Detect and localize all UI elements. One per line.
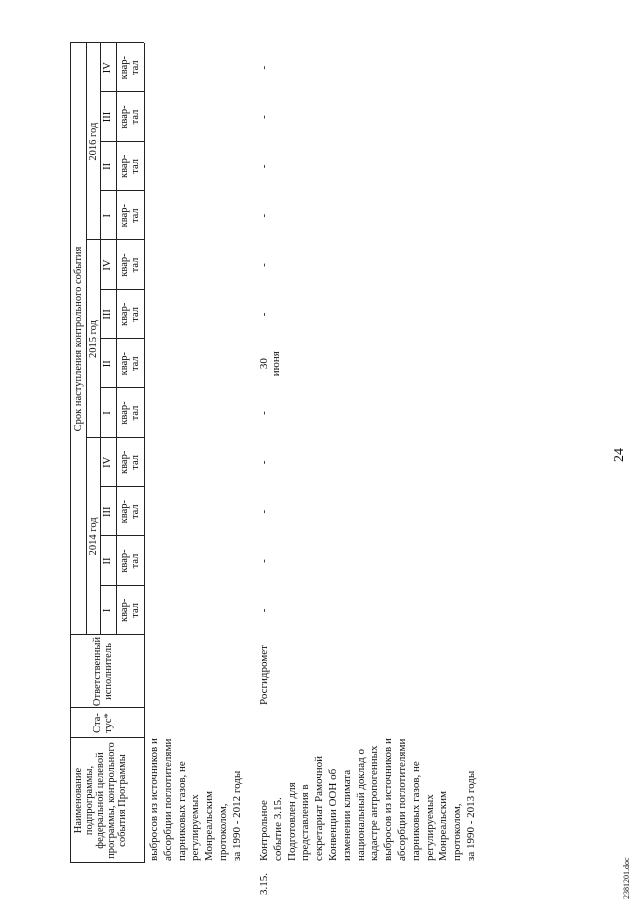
page-number: 24 <box>612 448 627 462</box>
row-executor: Росгидромет <box>258 645 270 705</box>
header-name <box>73 738 128 863</box>
header-quarter-numeral: IV <box>102 259 113 271</box>
header-quarter-word-line: квар- <box>119 598 130 622</box>
row-cell-date-line: 30 <box>258 358 270 370</box>
row-name-line: кадастре антропогенных <box>368 745 381 861</box>
header-quarter-numeral: III <box>102 309 113 320</box>
header-quarter-word-line: тал <box>130 602 141 618</box>
header-quarter-word <box>119 290 141 339</box>
table-rule <box>116 43 117 635</box>
header-quarter-word <box>119 586 141 635</box>
header-year: 2015 год <box>88 320 99 358</box>
row-name-line: абсорбции поглотителями <box>161 738 174 861</box>
header-name-line: подпрограммы, <box>84 765 95 836</box>
header-quarter-word-line: квар- <box>119 56 130 80</box>
header-quarter-word <box>119 339 141 388</box>
header-name-line: события Программы <box>117 754 128 847</box>
header-quarter-word-line: квар- <box>119 253 130 277</box>
header-quarter-numeral: IV <box>102 456 113 468</box>
header-quarter-word-line: тал <box>130 306 141 322</box>
row-name-line: парниковых газов, не <box>409 761 422 861</box>
header-quarter-numeral: III <box>102 111 113 123</box>
row-cell: - <box>258 411 270 415</box>
header-executor-line: исполнитель <box>103 643 114 700</box>
row-cell: - <box>258 65 270 70</box>
header-quarter-word <box>119 191 141 240</box>
row-cell: - <box>258 263 270 267</box>
header-status-line: Ста- <box>92 713 103 733</box>
header-status-line: тус* <box>103 713 114 733</box>
header-quarter-word-line: квар- <box>119 105 130 129</box>
header-deadline: Срок наступления контрольного события <box>73 246 84 432</box>
table-rule <box>86 43 87 635</box>
header-quarter-numeral: II <box>102 557 113 565</box>
header-quarter-word-line: тал <box>130 454 141 470</box>
row-number: 3.15. <box>258 873 270 895</box>
row-cell: - <box>258 559 270 563</box>
header-quarter-word <box>119 240 141 289</box>
row-name-line: парниковых газов, не <box>175 761 188 861</box>
header-quarter-numeral: I <box>102 411 113 415</box>
header-quarter-word-line: квар- <box>119 154 130 178</box>
table-rule <box>144 43 145 863</box>
row-cell: - <box>258 312 270 317</box>
document-code: 2381201.doc <box>622 857 631 899</box>
row-name-line: выбросов из источников и <box>148 738 160 861</box>
row-cell: - <box>258 608 270 613</box>
row-cell-date <box>258 339 282 389</box>
row-name-line: представления в <box>299 784 312 861</box>
header-quarter-numeral: I <box>102 608 113 613</box>
header-name-line: Наименование <box>73 767 84 834</box>
table-rule <box>70 43 71 863</box>
row-name-line: за 1990 - 2013 годы <box>464 770 477 861</box>
row-name-line: за 1990 - 2012 годы <box>230 770 243 861</box>
header-quarter-word <box>119 43 141 92</box>
header-quarter-word-line: квар- <box>119 549 130 573</box>
row-name-line: событие 3.15. <box>271 797 284 861</box>
header-quarter-word <box>119 536 141 585</box>
row-name-line: регулируемых <box>423 794 436 861</box>
row-cell: - <box>258 115 270 119</box>
row-name-line: регулируемых <box>189 794 202 861</box>
row-name-line: Конвенции ООН об <box>326 768 339 861</box>
row-name <box>258 706 479 861</box>
row-name-line: Подготовлен для <box>285 782 298 861</box>
header-quarter-word-line: квар- <box>119 302 130 326</box>
header-name-line: программы, контрольного <box>106 742 117 859</box>
table-rule <box>100 43 101 635</box>
header-quarter-word-line: тал <box>130 109 141 125</box>
row-cell: - <box>258 164 270 169</box>
header-year: 2016 год <box>88 122 99 161</box>
header-quarter-word-line: тал <box>130 356 141 372</box>
row-name-line: Монреальским <box>437 791 450 861</box>
header-quarter-word-line: тал <box>130 208 141 224</box>
header-status <box>92 708 114 738</box>
header-quarter-word-line: тал <box>130 60 141 76</box>
header-quarter-numeral: I <box>102 213 113 218</box>
header-quarter-word-line: квар- <box>119 450 130 474</box>
row-name-line: национальный доклад о <box>354 749 367 861</box>
header-executor-line: Ответственный <box>92 636 103 707</box>
header-quarter-numeral: III <box>102 506 113 517</box>
header-executor <box>92 635 114 708</box>
row-name-line: выбросов из источников и <box>382 738 395 861</box>
header-year: 2014 год <box>88 517 99 556</box>
header-quarter-numeral: II <box>102 162 113 170</box>
row-cell: - <box>258 460 270 465</box>
header-quarter-word-line: тал <box>130 158 141 174</box>
header-quarter-word-line: тал <box>130 257 141 273</box>
row-name-line: Контрольное <box>258 800 270 861</box>
header-name-line: федеральной целевой <box>95 752 106 849</box>
header-quarter-word-line: тал <box>130 504 141 520</box>
header-quarter-numeral: II <box>102 360 113 368</box>
row-cell: - <box>258 509 270 514</box>
row-name-line: секретариат Рамочной <box>313 756 326 861</box>
row-name <box>148 706 245 861</box>
header-quarter-word-line: тал <box>130 405 141 421</box>
header-quarter-word-line: тал <box>130 553 141 569</box>
row-cell: - <box>258 213 270 218</box>
header-quarter-word <box>119 438 141 487</box>
header-quarter-word-line: квар- <box>119 352 130 376</box>
header-quarter-word <box>119 142 141 191</box>
header-quarter-word-line: квар- <box>119 204 130 228</box>
row-name-line: Монреальским <box>203 791 216 861</box>
header-quarter-word <box>119 487 141 536</box>
row-cell-date-line: июня <box>270 351 282 377</box>
header-quarter-word-line: квар- <box>119 500 130 524</box>
header-quarter-word-line: квар- <box>119 401 130 425</box>
header-quarter-word <box>119 92 141 141</box>
row-name-line: изменении климата <box>340 769 353 861</box>
row-name-line: протоколом, <box>451 803 464 861</box>
row-name-line: протоколом, <box>216 803 229 861</box>
header-quarter-word <box>119 388 141 437</box>
row-name-line: абсорбции поглотителями <box>395 738 408 861</box>
header-quarter-numeral: IV <box>102 62 113 74</box>
